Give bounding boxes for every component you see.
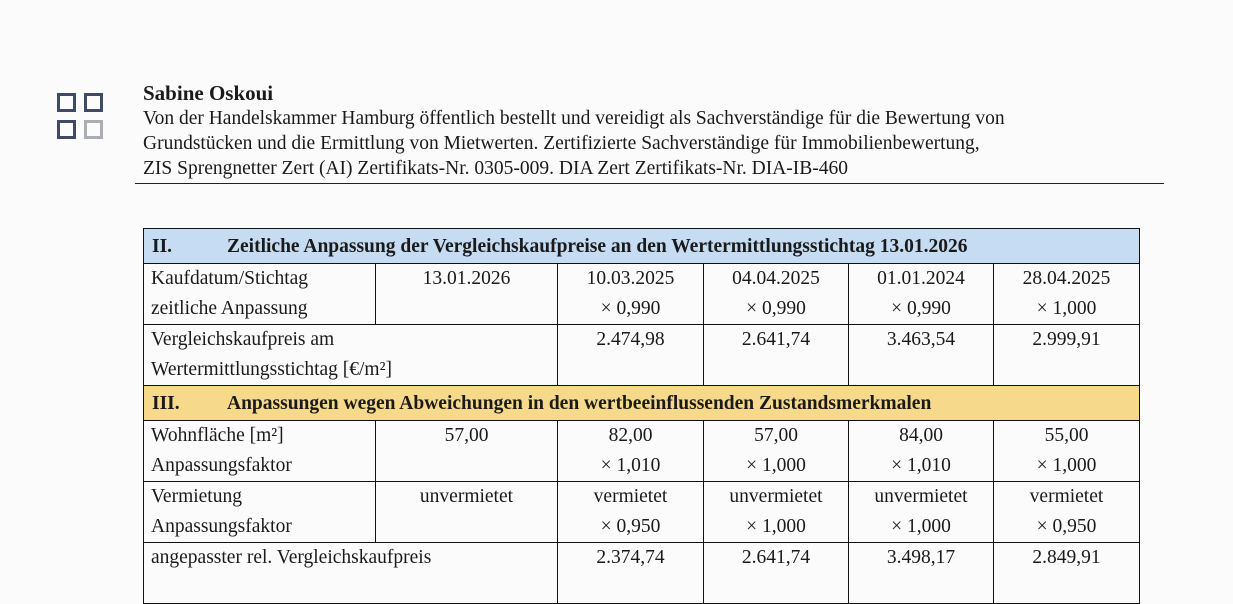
- comp-factor: × 0,950: [1036, 516, 1097, 537]
- comp-factor: × 1,010: [600, 455, 661, 476]
- comp-value: vermietet: [593, 486, 668, 507]
- comp-factor: × 1,000: [746, 455, 806, 476]
- comp-factor: × 0,990: [746, 298, 806, 319]
- logo-square-top-right: [84, 93, 103, 112]
- comp-value: 2.474,98: [558, 325, 704, 386]
- header-divider: [135, 183, 1164, 184]
- expert-name: Sabine Oskoui: [143, 81, 274, 105]
- table-row-adjusted: [144, 543, 1140, 604]
- row-label: Vergleichskaufpreis am: [151, 329, 335, 350]
- subject-value: 13.01.2026: [422, 268, 511, 289]
- subject-value: unvermietet: [419, 486, 514, 507]
- table-row-dates: [144, 264, 1140, 325]
- comp-value: 28.04.2025: [1022, 268, 1111, 289]
- row-label: angepasster rel. Vergleichskaufpreis: [151, 547, 432, 568]
- comp-factor: × 1,000: [891, 516, 951, 537]
- comparison-table: [143, 228, 1140, 604]
- comp-value: 3.463,54: [849, 325, 994, 386]
- expert-description-line-2: Grundstücken und die Ermittlung von Mietwerten. Zertifizierte Sachverständige für Immobilienbewertung,: [143, 133, 980, 154]
- comp-value: 2.849,91: [994, 543, 1140, 604]
- table-row-price: [144, 325, 1140, 386]
- comp-value: 82,00: [608, 425, 653, 446]
- letterhead: [143, 80, 1163, 181]
- logo-square-top-left: [57, 93, 76, 112]
- expert-description-line-1: Von der Handelskammer Hamburg öffentlich bestellt und vereidigt als Sachverständige für die Bewertung von: [143, 108, 1005, 129]
- section-header-iii: [144, 386, 1140, 421]
- comp-value: unvermietet: [729, 486, 823, 507]
- comp-factor: × 1,000: [746, 516, 806, 537]
- section-number: III.: [152, 393, 180, 414]
- section-title: Anpassungen wegen Abweichungen in den wertbeeinflussenden Zustandsmerkmalen: [227, 393, 932, 414]
- expert-description-line-3: ZIS Sprengnetter Zert (AI) Zertifikats-Nr. 0305-009. DIA Zert Zertifikats-Nr. DIA-IB-460: [143, 158, 849, 179]
- row-label: Wohnfläche [m²]: [151, 425, 284, 446]
- table-row-area: [144, 421, 1140, 482]
- comp-value: 2.641,74: [704, 325, 849, 386]
- comp-factor: × 1,000: [1036, 455, 1097, 476]
- comp-factor: × 1,000: [1036, 298, 1097, 319]
- comp-factor: × 0,950: [600, 516, 661, 537]
- row-sublabel: Anpassungsfaktor: [151, 516, 292, 537]
- four-squares-logo: [57, 93, 107, 143]
- row-label: Kaufdatum/Stichtag: [151, 268, 309, 289]
- comp-value: 3.498,17: [849, 543, 994, 604]
- row-label: Vermietung: [151, 486, 242, 507]
- comp-value: 2.641,74: [704, 543, 849, 604]
- table-row-rent: [144, 482, 1140, 543]
- comp-factor: × 0,990: [600, 298, 661, 319]
- section-header-ii: [144, 229, 1140, 264]
- logo-square-bottom-left: [57, 120, 76, 139]
- comp-value: 10.03.2025: [586, 268, 675, 289]
- section-title: Zeitliche Anpassung der Vergleichskaufpreise an den Wertermittlungsstichtag 13.01.2026: [227, 236, 968, 257]
- comp-value: 2.374,74: [558, 543, 704, 604]
- comp-value: 84,00: [899, 425, 943, 446]
- comp-factor: × 0,990: [891, 298, 951, 319]
- comp-value: unvermietet: [874, 486, 968, 507]
- row-sublabel: Wertermittlungsstichtag [€/m²]: [151, 359, 392, 380]
- comp-value: 01.01.2024: [877, 268, 965, 289]
- comp-value: 57,00: [754, 425, 798, 446]
- comp-value: 04.04.2025: [732, 268, 820, 289]
- row-sublabel: zeitliche Anpassung: [151, 298, 308, 319]
- row-sublabel: Anpassungsfaktor: [151, 455, 292, 476]
- comp-factor: × 1,010: [891, 455, 951, 476]
- logo-square-bottom-right: [84, 120, 103, 139]
- comp-value: 2.999,91: [994, 325, 1140, 386]
- subject-value: 57,00: [444, 425, 489, 446]
- comp-value: vermietet: [1029, 486, 1104, 507]
- section-number: II.: [152, 236, 173, 257]
- comp-value: 55,00: [1044, 425, 1089, 446]
